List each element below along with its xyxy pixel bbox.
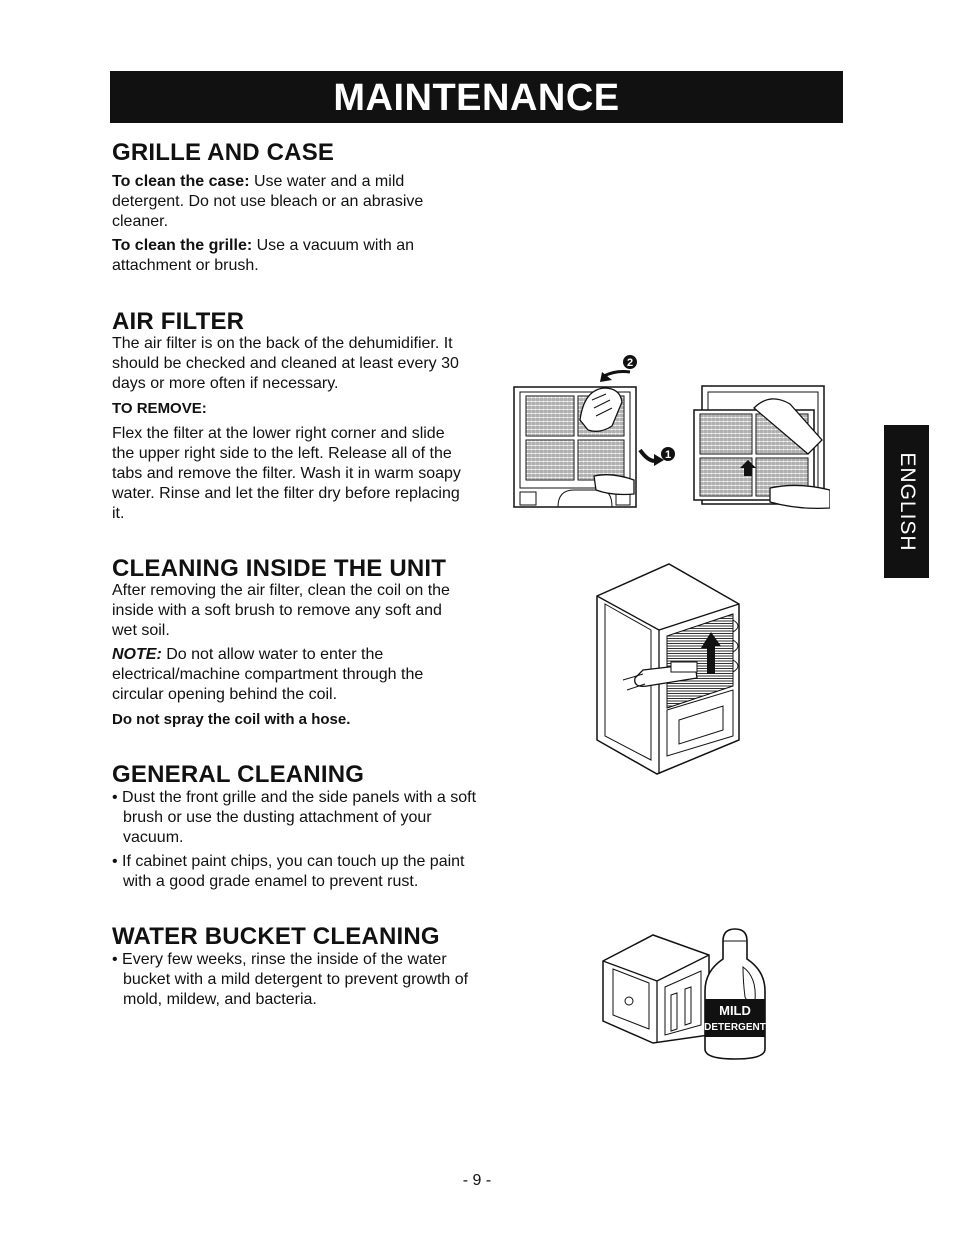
bottle-label-mild: MILD	[719, 1003, 751, 1018]
page-number: - 9 -	[462, 1172, 492, 1189]
water-bucket	[603, 935, 709, 1043]
step-2-label: 2	[626, 357, 634, 369]
case-text: Use water and a mild detergent. Do not use bleach or an abrasive cleaner.	[112, 173, 424, 230]
language-tab	[884, 425, 929, 578]
inside-intro: After removing the air filter, clean the coil on the inside with a soft brush to remove any soft and wet soil.	[112, 582, 450, 639]
language-tab-label: ENGLISH	[895, 451, 919, 552]
bucket-detergent-illustration	[593, 925, 773, 1063]
note-label: NOTE:	[112, 646, 162, 663]
coil-cleaning-illustration	[583, 560, 763, 778]
bucket-bullet-1: • Every few weeks, rinse the inside of the water bucket with a mild detergent to prevent growth of mold, mildew, and bacteria.	[112, 951, 469, 1008]
general-bullet-1: • Dust the front grille and the side panels with a soft brush or use the dusting attachment of your vacuum.	[112, 789, 477, 846]
case-paragraph	[112, 172, 452, 232]
air-filter-title: AIR FILTER	[112, 308, 245, 335]
bottle-label-detergent: DETERGENT	[704, 1022, 766, 1033]
detergent-bottle	[704, 929, 766, 1059]
inside-note	[112, 645, 452, 705]
bucket-title: WATER BUCKET CLEANING	[112, 923, 440, 950]
filter-unit-left	[514, 387, 636, 507]
grille-label: To clean the grille:	[112, 237, 253, 254]
to-remove-text: Flex the filter at the lower right corner and slide the upper right side to the left. Release all of the tabs and remove the filter. Wash it in warm soapy water. Rinse and let the filter dry before replacing it.	[112, 425, 461, 522]
inside-title: CLEANING INSIDE THE UNIT	[112, 555, 447, 582]
grille-title: GRILLE AND CASE	[112, 139, 335, 166]
filter-removal-illustration	[508, 350, 830, 510]
case-label: To clean the case:	[112, 173, 250, 190]
grille-paragraph	[112, 236, 452, 276]
hose-warning: Do not spray the coil with a hose.	[112, 711, 351, 728]
note-text: Do not allow water to enter the electrical/machine compartment through the circular opening behind the coil.	[112, 646, 424, 703]
step-2-arrow	[600, 355, 637, 382]
general-bullet-2: • If cabinet paint chips, you can touch up the paint with a good grade enamel to prevent rust.	[112, 853, 465, 890]
grille-text: Use a vacuum with an attachment or brush.	[112, 237, 415, 274]
to-remove-title: TO REMOVE:	[112, 400, 207, 417]
step-1-label: 1	[664, 449, 672, 461]
air-filter-intro: The air filter is on the back of the dehumidifier. It should be checked and cleaned at least every 30 days or more often if necessary.	[112, 335, 459, 392]
page-banner: MAINTENANCE	[110, 71, 843, 123]
general-title: GENERAL CLEANING	[112, 761, 365, 788]
filter-unit-right	[694, 386, 830, 508]
step-1-arrow	[640, 447, 675, 466]
